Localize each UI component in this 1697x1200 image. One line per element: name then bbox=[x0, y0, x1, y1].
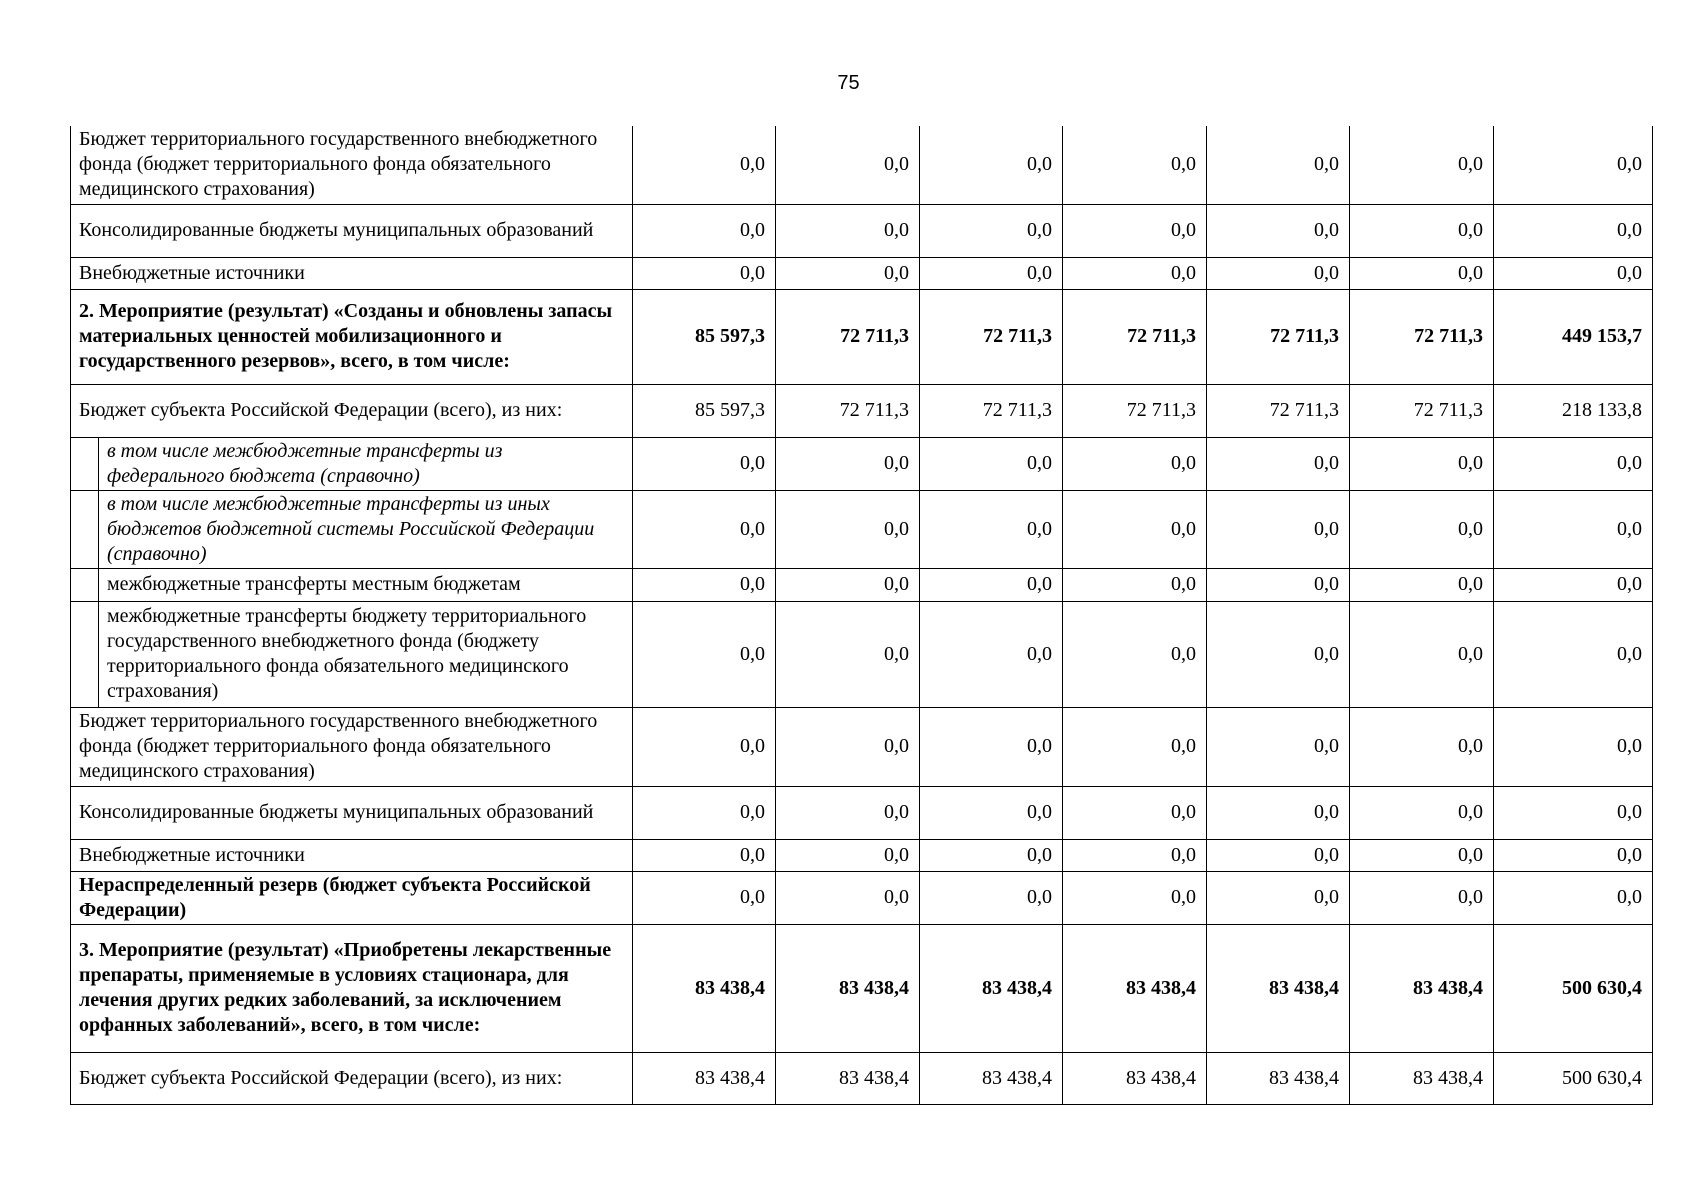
total-cell: 0,0 bbox=[1494, 568, 1653, 601]
value-cell: 72 711,3 bbox=[776, 289, 920, 384]
value-cell: 0,0 bbox=[633, 437, 776, 490]
total-cell: 0,0 bbox=[1494, 786, 1653, 839]
value-cell: 0,0 bbox=[633, 257, 776, 289]
value-cell: 0,0 bbox=[633, 707, 776, 786]
table-row bbox=[71, 1052, 1653, 1104]
table-row bbox=[71, 839, 1653, 871]
row-label: межбюджетные трансферты местным бюджетам bbox=[99, 568, 633, 601]
row-label: Нераспределенный резерв (бюджет субъекта Российской Федерации) bbox=[71, 871, 633, 924]
value-cell: 0,0 bbox=[1207, 707, 1350, 786]
value-cell: 0,0 bbox=[776, 437, 920, 490]
value-cell: 72 711,3 bbox=[1350, 384, 1494, 437]
value-cell: 0,0 bbox=[920, 871, 1063, 924]
row-label: Бюджет субъекта Российской Федерации (всего), из них: bbox=[71, 1052, 633, 1104]
value-cell: 0,0 bbox=[920, 839, 1063, 871]
budget-table-body bbox=[71, 126, 1653, 1104]
value-cell: 83 438,4 bbox=[920, 924, 1063, 1052]
row-label: Внебюджетные источники bbox=[71, 839, 633, 871]
value-cell: 0,0 bbox=[776, 126, 920, 204]
value-cell: 0,0 bbox=[1063, 204, 1207, 257]
value-cell: 0,0 bbox=[633, 871, 776, 924]
value-cell: 0,0 bbox=[1350, 257, 1494, 289]
value-cell: 0,0 bbox=[920, 490, 1063, 568]
value-cell: 0,0 bbox=[1063, 601, 1207, 707]
value-cell: 0,0 bbox=[633, 204, 776, 257]
value-cell: 0,0 bbox=[1350, 437, 1494, 490]
value-cell: 83 438,4 bbox=[1063, 1052, 1207, 1104]
value-cell: 0,0 bbox=[1350, 568, 1494, 601]
total-cell: 500 630,4 bbox=[1494, 924, 1653, 1052]
value-cell: 0,0 bbox=[1207, 786, 1350, 839]
budget-table bbox=[70, 126, 1653, 1105]
value-cell: 83 438,4 bbox=[776, 924, 920, 1052]
total-cell: 0,0 bbox=[1494, 437, 1653, 490]
value-cell: 0,0 bbox=[1350, 707, 1494, 786]
value-cell: 83 438,4 bbox=[633, 924, 776, 1052]
value-cell: 0,0 bbox=[920, 568, 1063, 601]
value-cell: 0,0 bbox=[1207, 490, 1350, 568]
table-row bbox=[71, 490, 1653, 568]
value-cell: 0,0 bbox=[1350, 601, 1494, 707]
table-row bbox=[71, 126, 1653, 204]
value-cell: 83 438,4 bbox=[1350, 924, 1494, 1052]
table-row bbox=[71, 437, 1653, 490]
value-cell: 0,0 bbox=[1063, 786, 1207, 839]
value-cell: 0,0 bbox=[1350, 786, 1494, 839]
page-number: 75 bbox=[837, 72, 860, 94]
value-cell: 0,0 bbox=[1207, 257, 1350, 289]
value-cell: 0,0 bbox=[1063, 490, 1207, 568]
value-cell: 0,0 bbox=[776, 568, 920, 601]
value-cell: 0,0 bbox=[633, 786, 776, 839]
total-cell: 0,0 bbox=[1494, 707, 1653, 786]
value-cell: 83 438,4 bbox=[633, 1052, 776, 1104]
value-cell: 0,0 bbox=[776, 786, 920, 839]
total-cell: 449 153,7 bbox=[1494, 289, 1653, 384]
value-cell: 0,0 bbox=[920, 707, 1063, 786]
value-cell: 0,0 bbox=[1207, 204, 1350, 257]
total-cell: 218 133,8 bbox=[1494, 384, 1653, 437]
table-row bbox=[71, 924, 1653, 1052]
value-cell: 0,0 bbox=[1063, 568, 1207, 601]
value-cell: 0,0 bbox=[1207, 601, 1350, 707]
total-cell: 0,0 bbox=[1494, 601, 1653, 707]
value-cell: 72 711,3 bbox=[776, 384, 920, 437]
value-cell: 0,0 bbox=[920, 126, 1063, 204]
value-cell: 0,0 bbox=[1207, 437, 1350, 490]
value-cell: 0,0 bbox=[1063, 437, 1207, 490]
table-row bbox=[71, 786, 1653, 839]
value-cell: 0,0 bbox=[1063, 707, 1207, 786]
value-cell: 0,0 bbox=[776, 490, 920, 568]
value-cell: 83 438,4 bbox=[1207, 924, 1350, 1052]
value-cell: 0,0 bbox=[633, 839, 776, 871]
value-cell: 72 711,3 bbox=[1207, 289, 1350, 384]
value-cell: 0,0 bbox=[776, 601, 920, 707]
table-row bbox=[71, 568, 1653, 601]
row-label: Бюджет территориального государственного внебюджетного фонда (бюджет территориального фонда обязательного медицинского страхования) bbox=[71, 707, 633, 786]
value-cell: 72 711,3 bbox=[1350, 289, 1494, 384]
value-cell: 72 711,3 bbox=[1207, 384, 1350, 437]
value-cell: 0,0 bbox=[1207, 568, 1350, 601]
row-label: в том числе межбюджетные трансферты из иных бюджетов бюджетной системы Российской Федерации (справочно) bbox=[99, 490, 633, 568]
indent-spacer bbox=[71, 568, 99, 601]
value-cell: 0,0 bbox=[776, 204, 920, 257]
value-cell: 0,0 bbox=[1350, 126, 1494, 204]
value-cell: 0,0 bbox=[776, 257, 920, 289]
value-cell: 0,0 bbox=[633, 126, 776, 204]
value-cell: 83 438,4 bbox=[1350, 1052, 1494, 1104]
total-cell: 0,0 bbox=[1494, 871, 1653, 924]
value-cell: 72 711,3 bbox=[920, 289, 1063, 384]
indent-spacer bbox=[71, 601, 99, 707]
value-cell: 0,0 bbox=[1350, 839, 1494, 871]
value-cell: 0,0 bbox=[920, 601, 1063, 707]
total-cell: 0,0 bbox=[1494, 490, 1653, 568]
total-cell: 0,0 bbox=[1494, 204, 1653, 257]
value-cell: 0,0 bbox=[1350, 490, 1494, 568]
indent-spacer bbox=[71, 437, 99, 490]
value-cell: 72 711,3 bbox=[1063, 289, 1207, 384]
value-cell: 0,0 bbox=[920, 257, 1063, 289]
row-label: Консолидированные бюджеты муниципальных образований bbox=[71, 204, 633, 257]
value-cell: 72 711,3 bbox=[1063, 384, 1207, 437]
row-label: Бюджет субъекта Российской Федерации (всего), из них: bbox=[71, 384, 633, 437]
row-label: Бюджет территориального государственного внебюджетного фонда (бюджет территориального фонда обязательного медицинского страхования) bbox=[71, 126, 633, 204]
value-cell: 83 438,4 bbox=[1063, 924, 1207, 1052]
table-row bbox=[71, 384, 1653, 437]
value-cell: 0,0 bbox=[1207, 871, 1350, 924]
value-cell: 0,0 bbox=[633, 601, 776, 707]
row-label: Внебюджетные источники bbox=[71, 257, 633, 289]
value-cell: 0,0 bbox=[1063, 126, 1207, 204]
value-cell: 0,0 bbox=[776, 707, 920, 786]
total-cell: 0,0 bbox=[1494, 126, 1653, 204]
value-cell: 0,0 bbox=[1063, 839, 1207, 871]
total-cell: 0,0 bbox=[1494, 839, 1653, 871]
value-cell: 85 597,3 bbox=[633, 384, 776, 437]
table-row bbox=[71, 601, 1653, 707]
table-row bbox=[71, 204, 1653, 257]
value-cell: 0,0 bbox=[633, 490, 776, 568]
value-cell: 0,0 bbox=[920, 786, 1063, 839]
row-label: межбюджетные трансферты бюджету территориального государственного внебюджетного фонда (бюджету территориального фонда обязательного медицинского страхования) bbox=[99, 601, 633, 707]
value-cell: 0,0 bbox=[776, 839, 920, 871]
table-row bbox=[71, 257, 1653, 289]
row-label: 3. Мероприятие (результат) «Приобретены лекарственные препараты, применяемые в условиях стационара, для лечения других редких заболеваний, за исключением орфанных заболеваний», всего, в том числе: bbox=[71, 924, 633, 1052]
value-cell: 83 438,4 bbox=[1207, 1052, 1350, 1104]
indent-spacer bbox=[71, 490, 99, 568]
row-label: в том числе межбюджетные трансферты из федерального бюджета (справочно) bbox=[99, 437, 633, 490]
table-row bbox=[71, 707, 1653, 786]
value-cell: 0,0 bbox=[1207, 126, 1350, 204]
value-cell: 0,0 bbox=[1063, 257, 1207, 289]
total-cell: 0,0 bbox=[1494, 257, 1653, 289]
value-cell: 0,0 bbox=[920, 437, 1063, 490]
total-cell: 500 630,4 bbox=[1494, 1052, 1653, 1104]
row-label: Консолидированные бюджеты муниципальных образований bbox=[71, 786, 633, 839]
value-cell: 0,0 bbox=[633, 568, 776, 601]
value-cell: 85 597,3 bbox=[633, 289, 776, 384]
value-cell: 83 438,4 bbox=[776, 1052, 920, 1104]
value-cell: 0,0 bbox=[1350, 871, 1494, 924]
value-cell: 0,0 bbox=[1063, 871, 1207, 924]
value-cell: 0,0 bbox=[1350, 204, 1494, 257]
value-cell: 0,0 bbox=[1207, 839, 1350, 871]
value-cell: 83 438,4 bbox=[920, 1052, 1063, 1104]
value-cell: 0,0 bbox=[920, 204, 1063, 257]
table-row bbox=[71, 289, 1653, 384]
value-cell: 72 711,3 bbox=[920, 384, 1063, 437]
row-label: 2. Мероприятие (результат) «Созданы и обновлены запасы материальных ценностей мобилизационного и государственного резервов», всего, в том числе: bbox=[71, 289, 633, 384]
table-row bbox=[71, 871, 1653, 924]
value-cell: 0,0 bbox=[776, 871, 920, 924]
